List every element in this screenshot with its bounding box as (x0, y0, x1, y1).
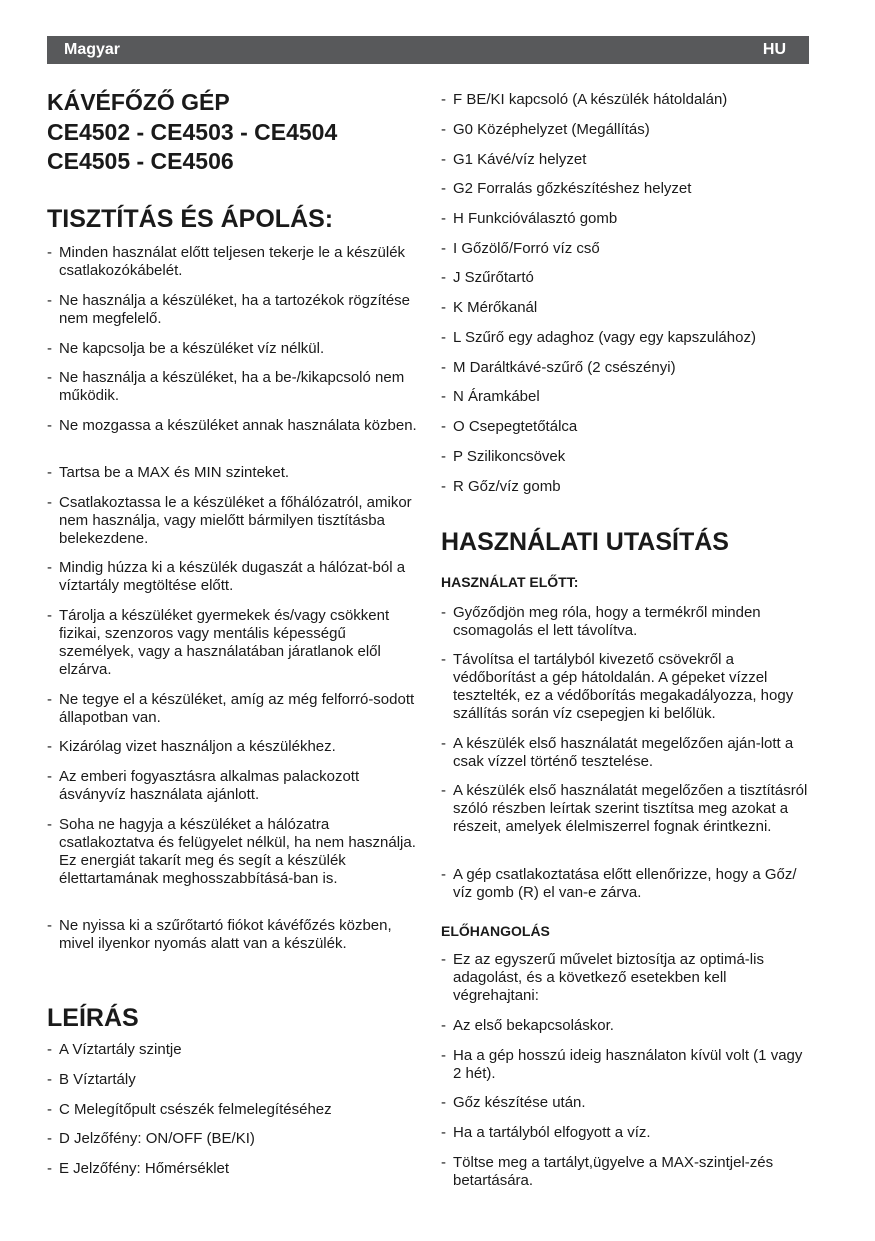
description-item: - P Szilikoncsövek (441, 448, 811, 466)
description-heading: LEÍRÁS (47, 1004, 139, 1032)
cleaning-item: - Soha ne hagyja a készüléket a hálózatra csatlakoztatva és felügyelet nélkül, ha nem használja. Ez energiát takarít meg és segít a készülék élettartamának meghosszabbításá-ban is. (47, 816, 422, 888)
cleaning-item: - Ne tegye el a készüléket, amíg az még felforró-sodott állapotban van. (47, 691, 422, 727)
description-item: - F BE/KI kapcsoló (A készülék hátoldalán) (441, 91, 811, 109)
cleaning-item: - Mindig húzza ki a készülék dugaszát a hálózat-ból a víztartály megtöltése előtt. (47, 559, 422, 595)
cleaning-item: - Tárolja a készüléket gyermekek és/vagy csökkent fizikai, szenzoros vagy mentális képességű személyek, vagy a használatában járatlanok elől elzárva. (47, 607, 422, 679)
language-label: Magyar (64, 41, 121, 58)
cleaning-item: - Ne mozgassa a készüléket annak használata közben. (47, 417, 422, 435)
cleaning-item: - Ne nyissa ki a szűrőtartó fiókot kávéfőzés közben, mivel ilyenkor nyomás alatt van a készülék. (47, 917, 422, 953)
description-item: - G1 Kávé/víz helyzet (441, 151, 811, 169)
description-item: - I Gőzölő/Forró víz cső (441, 240, 811, 258)
cleaning-item: - Csatlakoztassa le a készüléket a főhálózatról, amikor nem használja, vagy mielőtt bármilyen tisztításba belekezdene. (47, 494, 422, 548)
before-use-item: - Távolítsa el tartályból kivezető csövekről a védőborítást a gép hátoldalán. A gépeket vízzel tesztelték, ez a védőborítás megakadályozza, hogy szállítás során víz csepegjen ki belőlük. (441, 651, 811, 723)
description-item: - E Jelzőfény: Hőmérséklet (47, 1160, 422, 1178)
priming-item: - Töltse meg a tartályt,ügyelve a MAX-szintjel-zés betartására. (441, 1154, 811, 1190)
description-item: - H Funkcióválasztó gomb (441, 210, 811, 228)
header-bar (47, 36, 809, 64)
cleaning-item: - Ne kapcsolja be a készüléket víz nélkül. (47, 340, 422, 358)
before-use-item: - A készülék első használatát megelőzően aján-lott a csak vízzel történő tesztelése. (441, 735, 811, 771)
description-item: - M Daráltkávé-szűrő (2 csészényi) (441, 359, 811, 377)
before-use-item: - A készülék első használatát megelőzően a tisztításról szóló részben leírtak szerint tisztítsa meg azokat a részeit, amelyek élelmiszerrel fognak érintkezni. (441, 782, 811, 836)
cleaning-heading: TISZTÍTÁS ÉS ÁPOLÁS: (47, 205, 334, 233)
instructions-heading: HASZNÁLATI UTASÍTÁS (441, 528, 729, 556)
priming-heading: ELŐHANGOLÁS (441, 923, 550, 939)
description-item: - B Víztartály (47, 1071, 422, 1089)
priming-item: - Az első bekapcsoláskor. (441, 1017, 811, 1035)
cleaning-item: - Kizárólag vizet használjon a készülékhez. (47, 738, 422, 756)
description-item: - O Csepegtetőtálca (441, 418, 811, 436)
description-item: - L Szűrő egy adaghoz (vagy egy kapszulához) (441, 329, 811, 347)
description-item: - G0 Középhelyzet (Megállítás) (441, 121, 811, 139)
model-line-1: CE4502 - CE4503 - CE4504 (47, 119, 338, 145)
cleaning-item: - Tartsa be a MAX és MIN szinteket. (47, 464, 422, 482)
description-item: - K Mérőkanál (441, 299, 811, 317)
priming-item: - Gőz készítése után. (441, 1094, 811, 1112)
priming-item: - Ha a gép hosszú ideig használaton kívül volt (1 vagy 2 hét). (441, 1047, 811, 1083)
product-title: KÁVÉFŐZŐ GÉP (47, 89, 230, 115)
description-item: - R Gőz/víz gomb (441, 478, 811, 496)
before-use-heading: HASZNÁLAT ELŐTT: (441, 574, 579, 590)
cleaning-item: - Minden használat előtt teljesen tekerje le a készülék csatlakozókábelét. (47, 244, 422, 280)
cleaning-item: - Ne használja a készüléket, ha a be-/kikapcsoló nem működik. (47, 369, 422, 405)
before-use-item: - Győződjön meg róla, hogy a termékről minden csomagolás el lett távolítva. (441, 604, 811, 640)
cleaning-item: - Ne használja a készüléket, ha a tartozékok rögzítése nem megfelelő. (47, 292, 422, 328)
description-item: - D Jelzőfény: ON/OFF (BE/KI) (47, 1130, 422, 1148)
description-item: - N Áramkábel (441, 388, 811, 406)
description-item: - C Melegítőpult csészék felmelegítéséhez (47, 1101, 422, 1119)
model-line-2: CE4505 - CE4506 (47, 148, 234, 174)
language-code: HU (762, 41, 786, 58)
priming-item: - Ha a tartályból elfogyott a víz. (441, 1124, 811, 1142)
description-item: - A Víztartály szintje (47, 1041, 422, 1059)
description-item: - G2 Forralás gőzkészítéshez helyzet (441, 180, 811, 198)
priming-item: - Ez az egyszerű művelet biztosítja az optimá-lis adagolást, és a következő esetekben kell végrehajtani: (441, 951, 811, 1005)
before-use-item: - A gép csatlakoztatása előtt ellenőrizze, hogy a Gőz/ víz gomb (R) el van-e zárva. (441, 866, 811, 902)
description-item: - J Szűrőtartó (441, 269, 811, 287)
cleaning-item: - Az emberi fogyasztásra alkalmas palackozott ásványvíz használata ajánlott. (47, 768, 422, 804)
